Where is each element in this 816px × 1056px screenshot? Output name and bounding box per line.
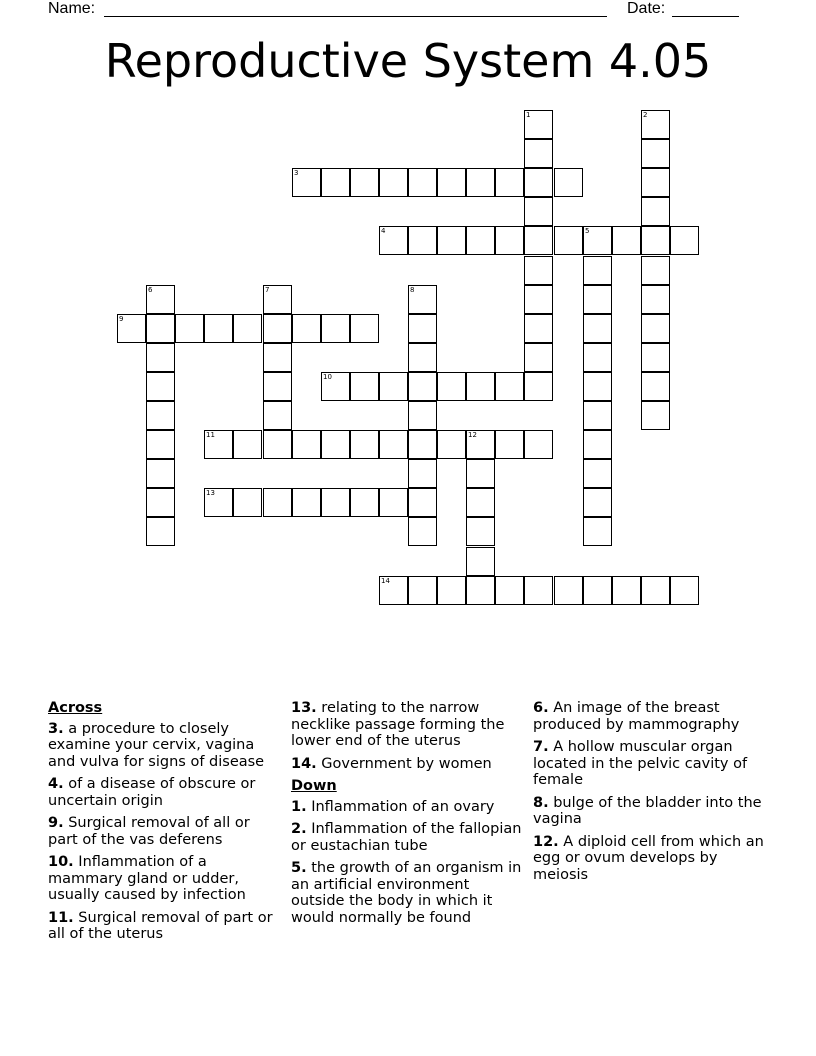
crossword-cell[interactable] [495, 226, 524, 255]
clue-number: 2 [643, 111, 648, 119]
crossword-cell[interactable] [437, 372, 466, 401]
crossword-cell[interactable] [263, 401, 292, 430]
crossword-cell[interactable] [379, 430, 408, 459]
crossword-cell[interactable] [350, 488, 379, 517]
crossword-cell[interactable] [321, 314, 350, 343]
crossword-cell[interactable] [466, 459, 495, 488]
clue-item [533, 700, 769, 733]
clues-column-2 [291, 700, 527, 932]
crossword-cell[interactable] [583, 372, 612, 401]
crossword-cell[interactable] [466, 488, 495, 517]
clue-item [291, 756, 527, 773]
crossword-cell[interactable] [146, 459, 175, 488]
crossword-cell[interactable] [408, 314, 437, 343]
crossword-cell[interactable] [583, 576, 612, 605]
crossword-cell[interactable] [408, 488, 437, 517]
crossword-cell[interactable] [670, 226, 699, 255]
crossword-cell[interactable] [321, 488, 350, 517]
crossword-cell[interactable] [466, 372, 495, 401]
crossword-cell[interactable] [263, 314, 292, 343]
crossword-cell[interactable] [437, 226, 466, 255]
crossword-cell[interactable] [641, 314, 670, 343]
clue-item-text: Government by women [321, 755, 492, 772]
crossword-cell[interactable] [524, 576, 553, 605]
crossword-cell[interactable] [408, 372, 437, 401]
crossword-cell[interactable] [612, 226, 641, 255]
crossword-cell[interactable] [641, 197, 670, 226]
crossword-cell[interactable] [263, 343, 292, 372]
crossword-cell[interactable] [379, 576, 408, 605]
clue-item [533, 834, 769, 884]
clue-number: 10 [323, 373, 332, 381]
name-line[interactable] [104, 16, 607, 17]
crossword-cell[interactable] [641, 576, 670, 605]
clue-item-number: 13. [291, 700, 317, 716]
clue-item [291, 821, 527, 854]
clue-item [48, 854, 284, 904]
crossword-cell[interactable] [408, 459, 437, 488]
crossword-cell[interactable] [263, 430, 292, 459]
clue-item-text: the growth of an organism in an artificial environment outside the body in which it would normally be found [291, 860, 522, 926]
crossword-cell[interactable] [524, 314, 553, 343]
crossword-cell[interactable] [466, 576, 495, 605]
crossword-cell[interactable] [437, 168, 466, 197]
clue-item-number: 12. [533, 833, 559, 850]
crossword-cell[interactable] [495, 576, 524, 605]
crossword-cell[interactable] [641, 139, 670, 168]
clue-item-number: 6. [533, 700, 549, 716]
crossword-cell[interactable] [263, 488, 292, 517]
crossword-cell[interactable] [292, 314, 321, 343]
crossword-cell[interactable] [350, 372, 379, 401]
crossword-cell[interactable] [466, 430, 495, 459]
crossword-cell[interactable] [524, 256, 553, 285]
crossword-cell[interactable] [554, 226, 583, 255]
crossword-cell[interactable] [583, 517, 612, 546]
clues-column-3 [533, 700, 769, 889]
clue-item [48, 815, 284, 848]
clue-item [533, 795, 769, 828]
crossword-cell[interactable] [408, 430, 437, 459]
crossword-cell[interactable] [321, 168, 350, 197]
name-label: Name: [48, 0, 96, 17]
crossword-cell[interactable] [641, 110, 670, 139]
clue-number: 3 [294, 169, 299, 177]
page-title: Reproductive System 4.05 [104, 34, 712, 88]
crossword-cell[interactable] [146, 285, 175, 314]
crossword-cell[interactable] [350, 430, 379, 459]
clue-item-text: of a disease of obscure or uncertain origin [48, 776, 256, 809]
date-label: Date: [627, 0, 666, 17]
clue-number: 14 [381, 577, 390, 585]
crossword-cell[interactable] [408, 401, 437, 430]
crossword-cell[interactable] [233, 430, 262, 459]
clue-item-number: 7. [533, 739, 549, 755]
clue-section-heading: Across [48, 700, 103, 716]
clue-item-number: 3. [48, 720, 64, 737]
date-line[interactable] [672, 16, 739, 17]
crossword-cell[interactable] [233, 488, 262, 517]
crossword-cell[interactable] [379, 372, 408, 401]
crossword-cell[interactable] [350, 314, 379, 343]
crossword-cell[interactable] [583, 343, 612, 372]
clue-item-number: 14. [291, 755, 317, 772]
crossword-cell[interactable] [495, 372, 524, 401]
clue-number: 11 [206, 431, 215, 439]
crossword-cell[interactable] [466, 226, 495, 255]
crossword-cell[interactable] [379, 488, 408, 517]
clue-item-text: Surgical removal of all or part of the vas deferens [48, 815, 250, 848]
crossword-cell[interactable] [524, 197, 553, 226]
crossword-cell[interactable] [408, 576, 437, 605]
crossword-cell[interactable] [524, 168, 553, 197]
crossword-cell[interactable] [524, 226, 553, 255]
clue-section-heading: Down [291, 778, 337, 794]
crossword-cell[interactable] [670, 576, 699, 605]
crossword-cell[interactable] [583, 488, 612, 517]
crossword-cell[interactable] [408, 517, 437, 546]
crossword-cell[interactable] [292, 488, 321, 517]
clue-item [48, 776, 284, 809]
crossword-cell[interactable] [641, 343, 670, 372]
crossword-cell[interactable] [204, 430, 233, 459]
crossword-cell[interactable] [437, 430, 466, 459]
clue-number: 7 [265, 286, 270, 294]
clue-item-number: 8. [533, 794, 549, 811]
crossword-cell[interactable] [524, 285, 553, 314]
clue-item-text: a procedure to closely examine your cervix, vagina and vulva for signs of disease [48, 720, 265, 770]
crossword-cell[interactable] [263, 372, 292, 401]
crossword-cell[interactable] [641, 168, 670, 197]
crossword-cell[interactable] [466, 517, 495, 546]
crossword-cell[interactable] [583, 226, 612, 255]
clue-item [48, 910, 284, 943]
clue-number: 4 [381, 227, 386, 235]
clue-item-number: 5. [291, 860, 307, 876]
crossword-cell[interactable] [437, 576, 466, 605]
crossword-cell[interactable] [524, 430, 553, 459]
clue-item-number: 1. [291, 798, 307, 815]
clue-number: 5 [585, 227, 590, 235]
crossword-cell[interactable] [146, 517, 175, 546]
crossword-cell[interactable] [641, 226, 670, 255]
clue-item-text: Inflammation of an ovary [311, 798, 495, 815]
crossword-cell[interactable] [146, 401, 175, 430]
crossword-cell[interactable] [146, 314, 175, 343]
crossword-cell[interactable] [583, 459, 612, 488]
clue-item [291, 700, 527, 750]
crossword-cell[interactable] [641, 401, 670, 430]
crossword-cell[interactable] [583, 285, 612, 314]
clue-item-number: 10. [48, 854, 74, 870]
clue-number: 8 [410, 286, 415, 294]
crossword-cell[interactable] [146, 372, 175, 401]
crossword-cell[interactable] [263, 285, 292, 314]
clue-item-number: 9. [48, 815, 64, 831]
crossword-cell[interactable] [524, 343, 553, 372]
crossword-cell[interactable] [583, 256, 612, 285]
crossword-cell[interactable] [641, 256, 670, 285]
clue-item-number: 4. [48, 776, 64, 792]
crossword-cell[interactable] [641, 372, 670, 401]
crossword-cell[interactable] [146, 488, 175, 517]
crossword-cell[interactable] [233, 314, 262, 343]
crossword-cell[interactable] [554, 576, 583, 605]
crossword-cell[interactable] [583, 430, 612, 459]
crossword-cell[interactable] [612, 576, 641, 605]
clue-number: 6 [148, 286, 153, 294]
crossword-cell[interactable] [524, 139, 553, 168]
clue-item-text: An image of the breast produced by mammography [533, 700, 740, 733]
crossword-cell[interactable] [583, 401, 612, 430]
crossword-cell[interactable] [495, 430, 524, 459]
worksheet-header [0, 0, 816, 22]
crossword-cell[interactable] [583, 314, 612, 343]
clue-item-text: A diploid cell from which an egg or ovum develops by meiosis [533, 833, 764, 883]
clue-item-text: Surgical removal of part or all of the uterus [48, 909, 273, 942]
crossword-cell[interactable] [117, 314, 146, 343]
crossword-cell[interactable] [379, 168, 408, 197]
crossword-cell[interactable] [204, 314, 233, 343]
crossword-cell[interactable] [408, 343, 437, 372]
crossword-cell[interactable] [641, 285, 670, 314]
crossword-cell[interactable] [495, 168, 524, 197]
clue-number: 12 [468, 431, 477, 439]
crossword-cell[interactable] [292, 430, 321, 459]
clue-item-text: bulge of the bladder into the vagina [533, 794, 762, 827]
crossword-cell[interactable] [146, 430, 175, 459]
clues-column-1 [48, 700, 284, 949]
crossword-cell[interactable] [466, 168, 495, 197]
clue-item [291, 860, 527, 926]
clue-item-text: A hollow muscular organ located in the pelvic cavity of female [533, 739, 748, 788]
crossword-cell[interactable] [408, 285, 437, 314]
crossword-cell[interactable] [466, 547, 495, 576]
clue-item [533, 739, 769, 789]
clue-item-text: Inflammation of the fallopian or eustachian tube [291, 821, 522, 854]
crossword-cell[interactable] [554, 168, 583, 197]
clue-item-text: Inflammation of a mammary gland or udder, usually caused by infection [48, 854, 246, 903]
crossword-cell[interactable] [524, 110, 553, 139]
crossword-cell[interactable] [350, 168, 379, 197]
crossword-cell[interactable] [146, 343, 175, 372]
clue-item-number: 11. [48, 909, 74, 926]
clue-item [291, 799, 527, 816]
clue-number: 13 [206, 489, 215, 497]
clue-item [48, 721, 284, 771]
crossword-cell[interactable] [204, 488, 233, 517]
crossword-cell[interactable] [524, 372, 553, 401]
crossword-cell[interactable] [292, 168, 321, 197]
crossword-cell[interactable] [408, 168, 437, 197]
clue-number: 9 [119, 315, 124, 323]
crossword-cell[interactable] [321, 372, 350, 401]
crossword-cell[interactable] [175, 314, 204, 343]
crossword-cell[interactable] [379, 226, 408, 255]
crossword-cell[interactable] [321, 430, 350, 459]
clue-number: 1 [526, 111, 531, 119]
crossword-cell[interactable] [408, 226, 437, 255]
clue-item-number: 2. [291, 821, 307, 837]
clue-item-text: relating to the narrow necklike passage forming the lower end of the uterus [291, 700, 505, 749]
